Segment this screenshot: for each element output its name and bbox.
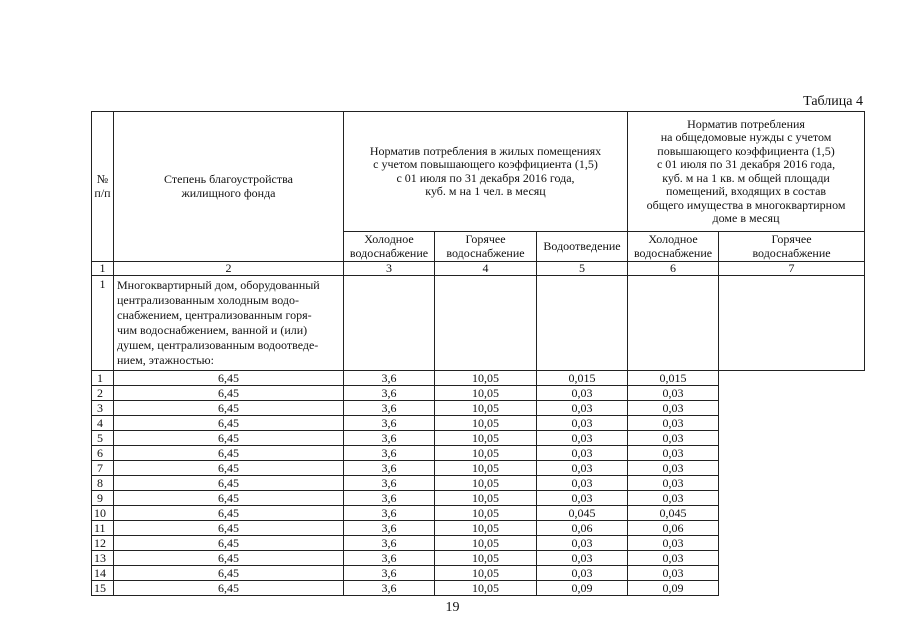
- header-num: № п/п: [92, 112, 114, 262]
- cold-water-common-cell: 0,03: [537, 446, 628, 461]
- table-row: [92, 491, 865, 506]
- row-description: Многоквартирный дом, оборудованный централизованным холодным водо- снабжением, централизованным горя- чим водоснабжением, ванной и (или) душем, централизованным водоотведе- нием, этажностью:: [114, 276, 344, 371]
- page-number: 19: [445, 600, 460, 615]
- hot-water-common-cell: 0,03: [628, 446, 719, 461]
- column-number: 5: [537, 262, 628, 276]
- norms-table: [91, 111, 865, 596]
- drainage-cell: 10,05: [435, 431, 537, 446]
- drainage-cell: 10,05: [435, 521, 537, 536]
- cold-water-cell: 6,45: [114, 506, 344, 521]
- header-cold-water: Холодное водоснабжение: [344, 232, 435, 262]
- drainage-cell: 10,05: [435, 491, 537, 506]
- hot-water-cell: 3,6: [344, 551, 435, 566]
- header-category: Степень благоустройства жилищного фонда: [114, 112, 344, 262]
- cold-water-cell: 6,45: [114, 401, 344, 416]
- empty-cell: [344, 276, 435, 371]
- floors-cell: 2: [92, 386, 114, 401]
- hot-water-common-cell: 0,03: [628, 401, 719, 416]
- drainage-cell: 10,05: [435, 581, 537, 596]
- cold-water-common-cell: 0,045: [537, 506, 628, 521]
- floors-cell: 8: [92, 476, 114, 491]
- cold-water-cell: 6,45: [114, 371, 344, 386]
- table-row: [92, 476, 865, 491]
- cold-water-cell: 6,45: [114, 416, 344, 431]
- floors-cell: 7: [92, 461, 114, 476]
- cold-water-cell: 6,45: [114, 521, 344, 536]
- hot-water-common-cell: 0,03: [628, 386, 719, 401]
- table-row: [92, 566, 865, 581]
- table-caption: Таблица 4: [803, 94, 863, 109]
- hot-water-common-cell: 0,03: [628, 416, 719, 431]
- hot-water-common-cell: 0,03: [628, 536, 719, 551]
- header-drainage: Водоотведение: [537, 232, 628, 262]
- cold-water-common-cell: 0,09: [537, 581, 628, 596]
- hot-water-common-cell: 0,03: [628, 491, 719, 506]
- table-row: [92, 386, 865, 401]
- empty-cell: [719, 276, 865, 371]
- cold-water-cell: 6,45: [114, 491, 344, 506]
- header-cold-water-common: Холодное водоснабжение: [628, 232, 719, 262]
- table-row: [92, 371, 865, 386]
- hot-water-cell: 3,6: [344, 371, 435, 386]
- cold-water-common-cell: 0,03: [537, 536, 628, 551]
- cold-water-cell: 6,45: [114, 551, 344, 566]
- cold-water-common-cell: 0,03: [537, 386, 628, 401]
- table-row: [92, 416, 865, 431]
- table-row: [92, 506, 865, 521]
- floors-cell: 9: [92, 491, 114, 506]
- floors-cell: 13: [92, 551, 114, 566]
- cold-water-cell: 6,45: [114, 566, 344, 581]
- table-row: [92, 521, 865, 536]
- drainage-cell: 10,05: [435, 446, 537, 461]
- hot-water-cell: 3,6: [344, 566, 435, 581]
- column-number-row: [92, 262, 865, 276]
- floors-cell: 15: [92, 581, 114, 596]
- drainage-cell: 10,05: [435, 476, 537, 491]
- drainage-cell: 10,05: [435, 416, 537, 431]
- cold-water-common-cell: 0,03: [537, 566, 628, 581]
- drainage-cell: 10,05: [435, 506, 537, 521]
- drainage-cell: 10,05: [435, 566, 537, 581]
- description-row: [92, 276, 865, 371]
- column-number: 1: [92, 262, 114, 276]
- hot-water-cell: 3,6: [344, 581, 435, 596]
- hot-water-common-cell: 0,03: [628, 551, 719, 566]
- cold-water-cell: 6,45: [114, 536, 344, 551]
- column-number: 4: [435, 262, 537, 276]
- column-number: 6: [628, 262, 719, 276]
- cold-water-cell: 6,45: [114, 386, 344, 401]
- header-common-norm: Норматив потребления на общедомовые нужды с учетом повышающего коэффициента (1,5) с 01 июля по 31 декабря 2016 года, куб. м на 1 кв. м общей площади помещений, входящих в состав общего имущества в многоквартирном доме в месяц: [628, 112, 865, 232]
- cold-water-common-cell: 0,03: [537, 416, 628, 431]
- hot-water-common-cell: 0,06: [628, 521, 719, 536]
- table-row: [92, 431, 865, 446]
- header-hot-water-common: Горячее водоснабжение: [719, 232, 865, 262]
- cold-water-common-cell: 0,03: [537, 461, 628, 476]
- drainage-cell: 10,05: [435, 461, 537, 476]
- cold-water-common-cell: 0,015: [537, 371, 628, 386]
- cold-water-common-cell: 0,03: [537, 401, 628, 416]
- table-row: [92, 461, 865, 476]
- cold-water-common-cell: 0,03: [537, 431, 628, 446]
- hot-water-cell: 3,6: [344, 536, 435, 551]
- cold-water-common-cell: 0,03: [537, 551, 628, 566]
- hot-water-cell: 3,6: [344, 431, 435, 446]
- hot-water-common-cell: 0,09: [628, 581, 719, 596]
- floors-cell: 11: [92, 521, 114, 536]
- floors-cell: 10: [92, 506, 114, 521]
- hot-water-cell: 3,6: [344, 476, 435, 491]
- hot-water-cell: 3,6: [344, 491, 435, 506]
- drainage-cell: 10,05: [435, 536, 537, 551]
- hot-water-cell: 3,6: [344, 521, 435, 536]
- row-number: 1: [92, 276, 114, 371]
- hot-water-cell: 3,6: [344, 416, 435, 431]
- header-hot-water: Горячее водоснабжение: [435, 232, 537, 262]
- cold-water-common-cell: 0,03: [537, 491, 628, 506]
- cold-water-common-cell: 0,06: [537, 521, 628, 536]
- drainage-cell: 10,05: [435, 371, 537, 386]
- data-rows: [92, 371, 865, 596]
- cold-water-cell: 6,45: [114, 431, 344, 446]
- hot-water-common-cell: 0,03: [628, 431, 719, 446]
- floors-cell: 6: [92, 446, 114, 461]
- table-row: [92, 446, 865, 461]
- drainage-cell: 10,05: [435, 551, 537, 566]
- empty-cell: [537, 276, 628, 371]
- hot-water-cell: 3,6: [344, 506, 435, 521]
- column-number: 3: [344, 262, 435, 276]
- drainage-cell: 10,05: [435, 386, 537, 401]
- table-row: [92, 536, 865, 551]
- column-number: 7: [719, 262, 865, 276]
- cold-water-cell: 6,45: [114, 581, 344, 596]
- floors-cell: 14: [92, 566, 114, 581]
- table-row: [92, 401, 865, 416]
- hot-water-cell: 3,6: [344, 401, 435, 416]
- hot-water-common-cell: 0,015: [628, 371, 719, 386]
- floors-cell: 3: [92, 401, 114, 416]
- hot-water-cell: 3,6: [344, 461, 435, 476]
- table-row: [92, 551, 865, 566]
- column-number: 2: [114, 262, 344, 276]
- cold-water-cell: 6,45: [114, 446, 344, 461]
- empty-cell: [435, 276, 537, 371]
- hot-water-common-cell: 0,045: [628, 506, 719, 521]
- cold-water-common-cell: 0,03: [537, 476, 628, 491]
- header-residential-norm: Норматив потребления в жилых помещениях с учетом повышающего коэффициента (1,5) с 01 июля по 31 декабря 2016 года, куб. м на 1 чел. в месяц: [344, 112, 628, 232]
- hot-water-common-cell: 0,03: [628, 476, 719, 491]
- drainage-cell: 10,05: [435, 401, 537, 416]
- cold-water-cell: 6,45: [114, 476, 344, 491]
- hot-water-cell: 3,6: [344, 386, 435, 401]
- table-row: [92, 581, 865, 596]
- hot-water-common-cell: 0,03: [628, 566, 719, 581]
- empty-cell: [628, 276, 719, 371]
- hot-water-common-cell: 0,03: [628, 461, 719, 476]
- floors-cell: 5: [92, 431, 114, 446]
- floors-cell: 1: [92, 371, 114, 386]
- floors-cell: 4: [92, 416, 114, 431]
- hot-water-cell: 3,6: [344, 446, 435, 461]
- cold-water-cell: 6,45: [114, 461, 344, 476]
- floors-cell: 12: [92, 536, 114, 551]
